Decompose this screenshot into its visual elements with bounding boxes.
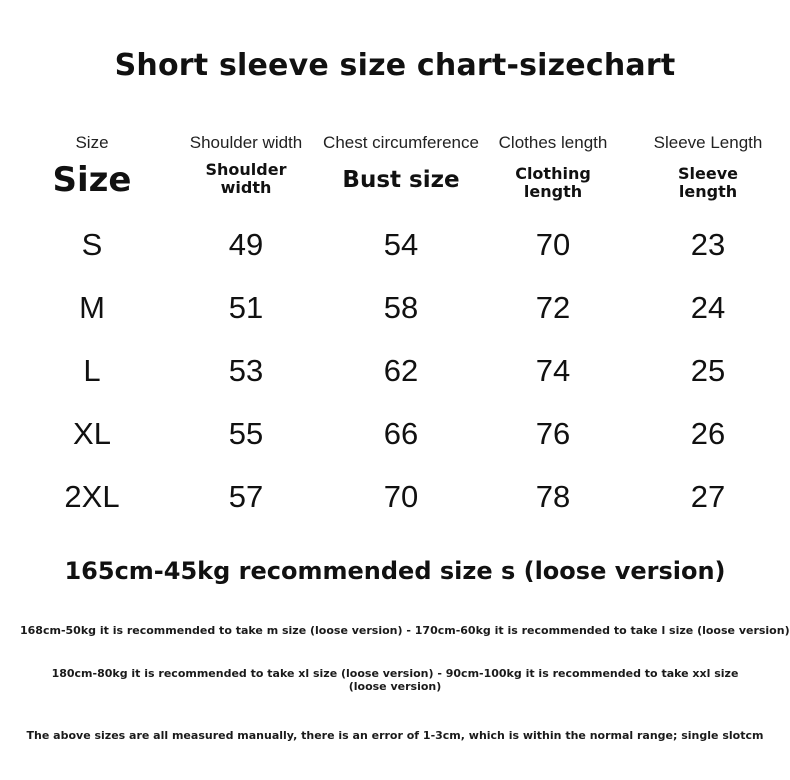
size-cell: M (79, 290, 105, 325)
bust-cell: 58 (383, 290, 419, 325)
bust-cell: 66 (383, 416, 419, 451)
sleeve-cell: 25 (690, 353, 726, 388)
size-cell: 2XL (64, 479, 120, 514)
header-chest-en: Chest circumference (323, 133, 479, 152)
length-cell: 78 (535, 479, 571, 514)
length-cell: 74 (535, 353, 571, 388)
sleeve-cell: 23 (690, 227, 726, 262)
header-size-label: Size (52, 160, 132, 200)
header-size-en: Size (75, 133, 109, 152)
size-cell: S (81, 227, 103, 262)
size-cell: L (83, 353, 101, 388)
header-sleeve-en: Sleeve Length (653, 133, 763, 152)
header-shoulder-label: Shoulder width (205, 160, 287, 197)
shoulder-cell: 55 (228, 416, 264, 451)
header-length-label: Clothing length (515, 164, 591, 201)
recommendation-note-1: 168cm-50kg it is recommended to take m size (loose version) - 170cm-60kg it is recommended to take l size (loose version) (20, 624, 790, 637)
recommendation-note-2: 180cm-80kg it is recommended to take xl size (loose version) - 90cm-100kg it is recommended to take xxl size (loose version) (51, 667, 739, 693)
sleeve-cell: 26 (690, 416, 726, 451)
length-cell: 76 (535, 416, 571, 451)
header-length-en: Clothes length (498, 133, 608, 152)
bust-cell: 62 (383, 353, 419, 388)
shoulder-cell: 49 (228, 227, 264, 262)
shoulder-cell: 51 (228, 290, 264, 325)
header-bust-label: Bust size (342, 167, 460, 193)
recommendation-main: 165cm-45kg recommended size s (loose version) (64, 557, 726, 585)
shoulder-cell: 57 (228, 479, 264, 514)
page-title: Short sleeve size chart-sizechart (114, 48, 676, 83)
header-shoulder-en: Shoulder width (189, 133, 303, 152)
size-cell: XL (73, 416, 111, 451)
bust-cell: 70 (383, 479, 419, 514)
length-cell: 70 (535, 227, 571, 262)
sleeve-cell: 27 (690, 479, 726, 514)
length-cell: 72 (535, 290, 571, 325)
bust-cell: 54 (383, 227, 419, 262)
sleeve-cell: 24 (690, 290, 726, 325)
header-sleeve-label: Sleeve length (678, 164, 738, 201)
shoulder-cell: 53 (228, 353, 264, 388)
measurement-disclaimer: The above sizes are all measured manually, there is an error of 1-3cm, which is within the normal range; single slotcm (26, 729, 764, 742)
